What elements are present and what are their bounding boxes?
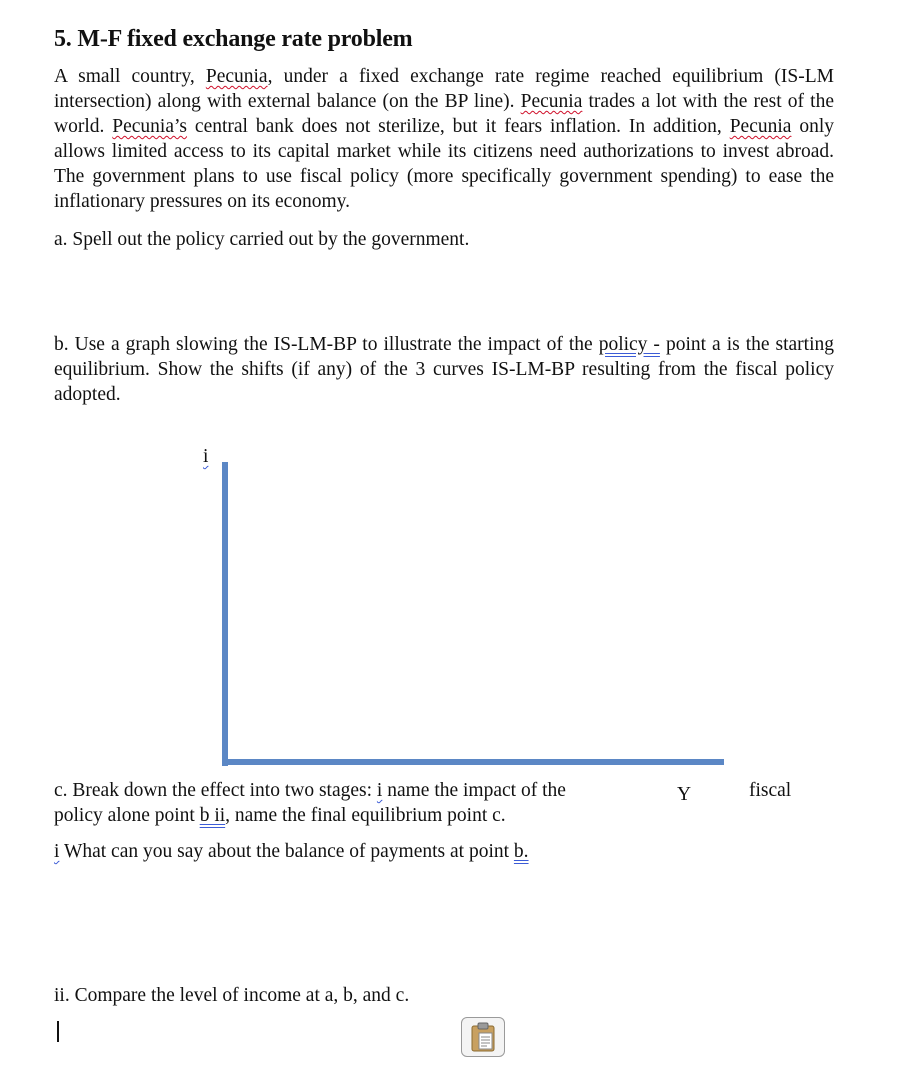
- question-c-ii: ii. Compare the level of income at a, b, and c.: [54, 985, 410, 1006]
- grammar-flag[interactable]: b.: [513, 841, 529, 862]
- spellcheck-word[interactable]: Pecunia’s: [112, 116, 188, 137]
- question-c-fiscal: fiscal: [749, 780, 792, 801]
- graph-x-axis: [222, 759, 724, 765]
- text-cursor: [57, 1021, 59, 1042]
- graph-y-axis: [222, 462, 228, 766]
- question-c-line2: policy alone point b ii, name the final equilibrium point c.: [54, 805, 506, 826]
- paste-options-button[interactable]: [461, 1017, 505, 1057]
- grammar-flag[interactable]: policy -: [598, 334, 660, 355]
- clipboard-icon: [470, 1022, 496, 1052]
- grammar-flag[interactable]: b ii: [199, 805, 226, 826]
- question-c-line1: c. Break down the effect into two stages: i name the impact of the: [54, 780, 566, 801]
- intro-paragraph: A small country, Pecunia, under a fixed exchange rate regime reached equilibrium (IS-LM intersection) along with external balance (on the BP line). Pecunia trades a lot with the rest of the world. Pecunia’s central bank does not sterilize, but it fears inflation. In addition, Pecunia only allows limited access to its capital market while its citizens need authorizations to invest abroad. The government plans to use fiscal policy (more specifically government spending) to ease the inflationary pressures on its economy.: [54, 66, 835, 212]
- spellcheck-word[interactable]: Pecunia: [729, 116, 792, 137]
- spellcheck-word[interactable]: i: [54, 841, 60, 862]
- spellcheck-word[interactable]: Pecunia: [520, 91, 583, 112]
- question-b: b. Use a graph slowing the IS-LM-BP to illustrate the impact of the policy - point a is the starting equilibrium. Show the shifts (if any) of the 3 curves IS-LM-BP resulting from the fiscal policy adopted.: [54, 334, 835, 405]
- problem-title: 5. M-F fixed exchange rate problem: [54, 26, 413, 52]
- spellcheck-word[interactable]: i: [376, 780, 383, 801]
- x-axis-label: Y: [677, 784, 692, 805]
- question-a: a. Spell out the policy carried out by the government.: [54, 229, 470, 250]
- question-c-i: i What can you say about the balance of payments at point b.: [54, 841, 529, 862]
- y-axis-label: i: [203, 446, 209, 467]
- spellcheck-word[interactable]: Pecunia: [205, 66, 268, 87]
